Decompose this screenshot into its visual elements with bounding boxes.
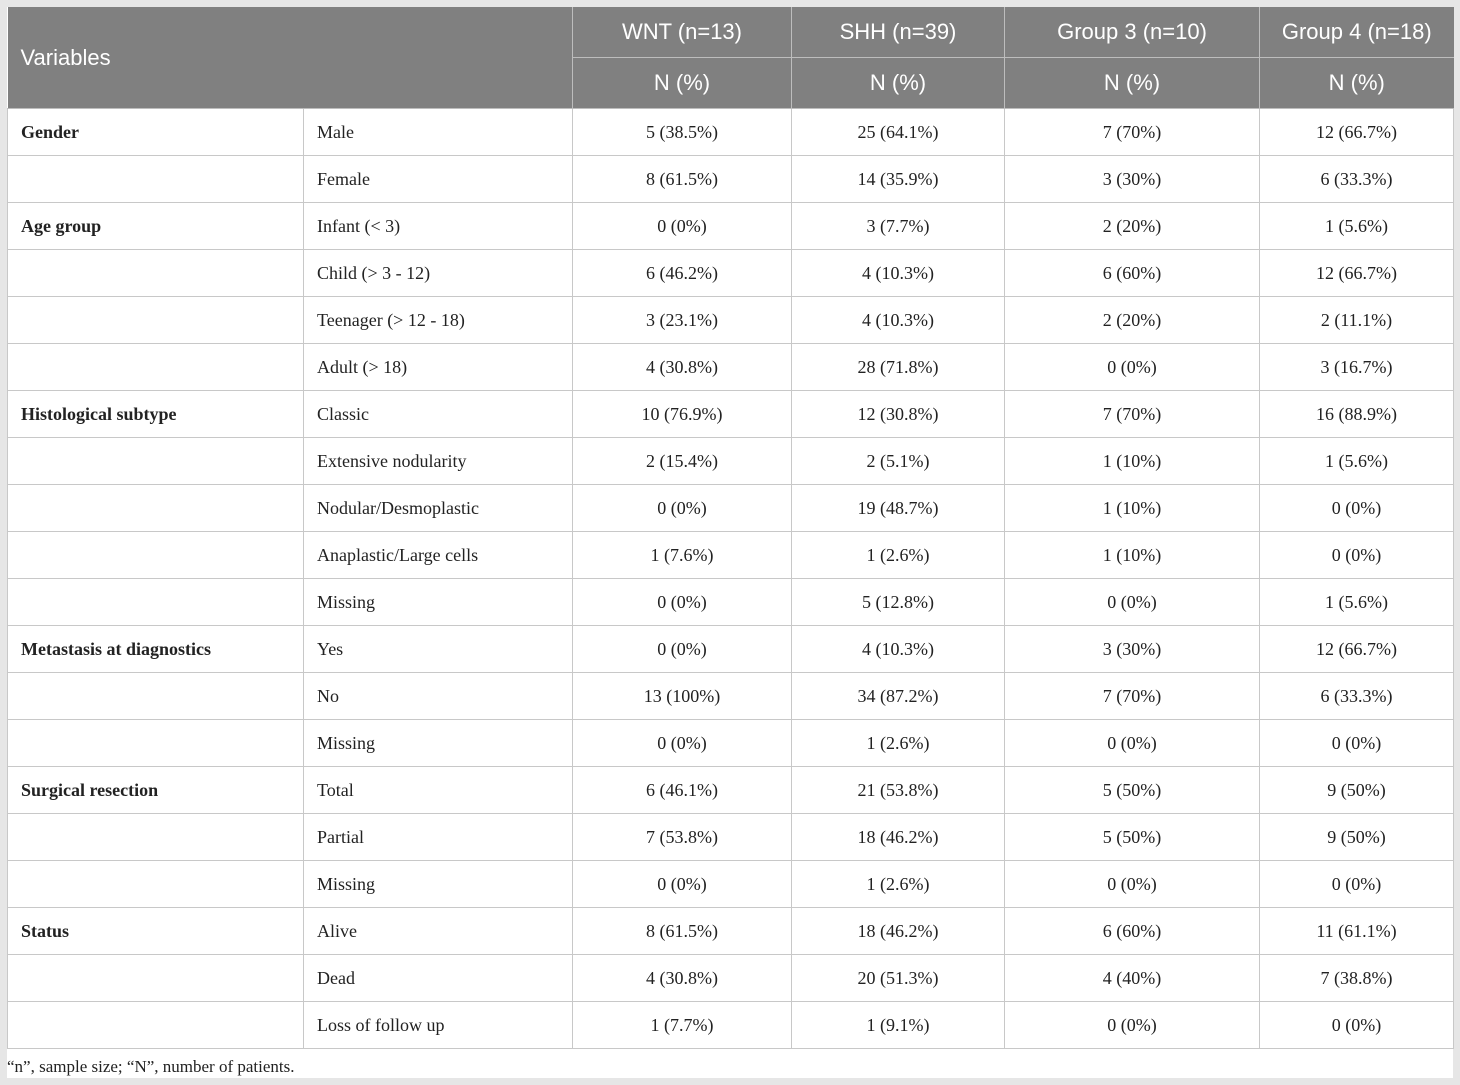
table-footnote: “n”, sample size; “N”, number of patients. — [7, 1057, 295, 1076]
unit-header: N (%) — [1005, 58, 1260, 109]
row-subcategory: Male — [304, 109, 573, 156]
row-subcategory: Loss of follow up — [304, 1002, 573, 1049]
group-header-group3: Group 3 (n=10) — [1005, 7, 1260, 58]
table-row — [8, 485, 1454, 532]
table-row — [8, 955, 1454, 1002]
group4-value: 9 (50%) — [1260, 814, 1454, 861]
shh-value: 1 (2.6%) — [792, 720, 1005, 767]
wnt-value: 6 (46.1%) — [573, 767, 792, 814]
table-sheet — [7, 7, 1453, 1078]
row-category — [8, 532, 304, 579]
row-category: Status — [8, 908, 304, 955]
wnt-value: 0 (0%) — [573, 579, 792, 626]
patient-characteristics-table — [7, 7, 1454, 1049]
unit-header: N (%) — [1260, 58, 1454, 109]
table-row — [8, 579, 1454, 626]
row-category — [8, 673, 304, 720]
row-category: Gender — [8, 109, 304, 156]
wnt-value: 10 (76.9%) — [573, 391, 792, 438]
table-row — [8, 438, 1454, 485]
row-category: Age group — [8, 203, 304, 250]
group3-value: 1 (10%) — [1005, 438, 1260, 485]
table-row — [8, 297, 1454, 344]
table-row — [8, 908, 1454, 955]
wnt-value: 0 (0%) — [573, 485, 792, 532]
shh-value: 34 (87.2%) — [792, 673, 1005, 720]
group3-value: 6 (60%) — [1005, 908, 1260, 955]
row-subcategory: Infant (< 3) — [304, 203, 573, 250]
shh-value: 1 (2.6%) — [792, 861, 1005, 908]
group-header-shh: SHH (n=39) — [792, 7, 1005, 58]
group4-value: 2 (11.1%) — [1260, 297, 1454, 344]
row-subcategory: Missing — [304, 579, 573, 626]
group3-value: 7 (70%) — [1005, 391, 1260, 438]
group3-value: 6 (60%) — [1005, 250, 1260, 297]
table-row — [8, 109, 1454, 156]
row-category — [8, 861, 304, 908]
row-category: Surgical resection — [8, 767, 304, 814]
row-subcategory: No — [304, 673, 573, 720]
group4-value: 12 (66.7%) — [1260, 626, 1454, 673]
shh-value: 18 (46.2%) — [792, 908, 1005, 955]
group3-value: 0 (0%) — [1005, 861, 1260, 908]
group3-value: 7 (70%) — [1005, 109, 1260, 156]
table-row — [8, 626, 1454, 673]
group4-value: 1 (5.6%) — [1260, 203, 1454, 250]
wnt-value: 6 (46.2%) — [573, 250, 792, 297]
wnt-value: 4 (30.8%) — [573, 955, 792, 1002]
wnt-value: 13 (100%) — [573, 673, 792, 720]
shh-value: 25 (64.1%) — [792, 109, 1005, 156]
table-row — [8, 767, 1454, 814]
table-row — [8, 391, 1454, 438]
shh-value: 1 (9.1%) — [792, 1002, 1005, 1049]
shh-value: 21 (53.8%) — [792, 767, 1005, 814]
wnt-value: 7 (53.8%) — [573, 814, 792, 861]
wnt-value: 1 (7.6%) — [573, 532, 792, 579]
group4-value: 0 (0%) — [1260, 532, 1454, 579]
group3-value: 7 (70%) — [1005, 673, 1260, 720]
wnt-value: 0 (0%) — [573, 861, 792, 908]
group4-value: 6 (33.3%) — [1260, 673, 1454, 720]
shh-value: 4 (10.3%) — [792, 626, 1005, 673]
shh-value: 1 (2.6%) — [792, 532, 1005, 579]
table-row — [8, 156, 1454, 203]
table-row — [8, 250, 1454, 297]
row-subcategory: Classic — [304, 391, 573, 438]
table-row — [8, 673, 1454, 720]
row-category: Histological subtype — [8, 391, 304, 438]
row-category — [8, 955, 304, 1002]
wnt-value: 0 (0%) — [573, 626, 792, 673]
group3-value: 1 (10%) — [1005, 485, 1260, 532]
group4-value: 6 (33.3%) — [1260, 156, 1454, 203]
group3-value: 2 (20%) — [1005, 297, 1260, 344]
row-subcategory: Dead — [304, 955, 573, 1002]
wnt-value: 4 (30.8%) — [573, 344, 792, 391]
group3-value: 1 (10%) — [1005, 532, 1260, 579]
wnt-value: 2 (15.4%) — [573, 438, 792, 485]
row-subcategory: Missing — [304, 861, 573, 908]
group4-value: 1 (5.6%) — [1260, 579, 1454, 626]
group4-value: 0 (0%) — [1260, 720, 1454, 767]
group3-value: 5 (50%) — [1005, 767, 1260, 814]
table-header — [8, 7, 1454, 109]
group3-value: 3 (30%) — [1005, 626, 1260, 673]
unit-header: N (%) — [573, 58, 792, 109]
row-subcategory: Nodular/Desmoplastic — [304, 485, 573, 532]
shh-value: 20 (51.3%) — [792, 955, 1005, 1002]
group4-value: 11 (61.1%) — [1260, 908, 1454, 955]
group4-value: 0 (0%) — [1260, 861, 1454, 908]
table-row — [8, 344, 1454, 391]
group3-value: 2 (20%) — [1005, 203, 1260, 250]
group-header-wnt: WNT (n=13) — [573, 7, 792, 58]
wnt-value: 3 (23.1%) — [573, 297, 792, 344]
group4-value: 0 (0%) — [1260, 485, 1454, 532]
group4-value: 3 (16.7%) — [1260, 344, 1454, 391]
shh-value: 19 (48.7%) — [792, 485, 1005, 532]
row-category — [8, 156, 304, 203]
row-category — [8, 297, 304, 344]
group-header-group4: Group 4 (n=18) — [1260, 7, 1454, 58]
group3-value: 5 (50%) — [1005, 814, 1260, 861]
wnt-value: 5 (38.5%) — [573, 109, 792, 156]
group4-value: 12 (66.7%) — [1260, 250, 1454, 297]
shh-value: 5 (12.8%) — [792, 579, 1005, 626]
row-subcategory: Total — [304, 767, 573, 814]
row-category — [8, 814, 304, 861]
group3-value: 0 (0%) — [1005, 1002, 1260, 1049]
shh-value: 2 (5.1%) — [792, 438, 1005, 485]
group3-value: 0 (0%) — [1005, 344, 1260, 391]
wnt-value: 0 (0%) — [573, 203, 792, 250]
row-subcategory: Missing — [304, 720, 573, 767]
row-subcategory: Alive — [304, 908, 573, 955]
variables-header: Variables — [8, 7, 573, 109]
shh-value: 4 (10.3%) — [792, 297, 1005, 344]
group4-value: 1 (5.6%) — [1260, 438, 1454, 485]
row-category — [8, 720, 304, 767]
wnt-value: 0 (0%) — [573, 720, 792, 767]
group3-value: 0 (0%) — [1005, 579, 1260, 626]
wnt-value: 8 (61.5%) — [573, 908, 792, 955]
wnt-value: 1 (7.7%) — [573, 1002, 792, 1049]
row-category — [8, 579, 304, 626]
row-category — [8, 1002, 304, 1049]
row-category — [8, 485, 304, 532]
shh-value: 4 (10.3%) — [792, 250, 1005, 297]
group4-value: 9 (50%) — [1260, 767, 1454, 814]
row-subcategory: Adult (> 18) — [304, 344, 573, 391]
table-row — [8, 861, 1454, 908]
row-subcategory: Yes — [304, 626, 573, 673]
shh-value: 12 (30.8%) — [792, 391, 1005, 438]
row-subcategory: Teenager (> 12 - 18) — [304, 297, 573, 344]
unit-header: N (%) — [792, 58, 1005, 109]
table-row — [8, 203, 1454, 250]
shh-value: 18 (46.2%) — [792, 814, 1005, 861]
group3-value: 4 (40%) — [1005, 955, 1260, 1002]
group4-value: 12 (66.7%) — [1260, 109, 1454, 156]
table-row — [8, 814, 1454, 861]
row-category: Metastasis at diagnostics — [8, 626, 304, 673]
row-subcategory: Partial — [304, 814, 573, 861]
table-body — [8, 109, 1454, 1049]
group3-value: 0 (0%) — [1005, 720, 1260, 767]
group4-value: 0 (0%) — [1260, 1002, 1454, 1049]
group4-value: 7 (38.8%) — [1260, 955, 1454, 1002]
shh-value: 28 (71.8%) — [792, 344, 1005, 391]
group4-value: 16 (88.9%) — [1260, 391, 1454, 438]
row-subcategory: Extensive nodularity — [304, 438, 573, 485]
row-category — [8, 250, 304, 297]
shh-value: 3 (7.7%) — [792, 203, 1005, 250]
row-subcategory: Female — [304, 156, 573, 203]
row-category — [8, 344, 304, 391]
table-row — [8, 1002, 1454, 1049]
wnt-value: 8 (61.5%) — [573, 156, 792, 203]
shh-value: 14 (35.9%) — [792, 156, 1005, 203]
table-row — [8, 532, 1454, 579]
row-subcategory: Anaplastic/Large cells — [304, 532, 573, 579]
table-row — [8, 720, 1454, 767]
row-subcategory: Child (> 3 - 12) — [304, 250, 573, 297]
group3-value: 3 (30%) — [1005, 156, 1260, 203]
row-category — [8, 438, 304, 485]
